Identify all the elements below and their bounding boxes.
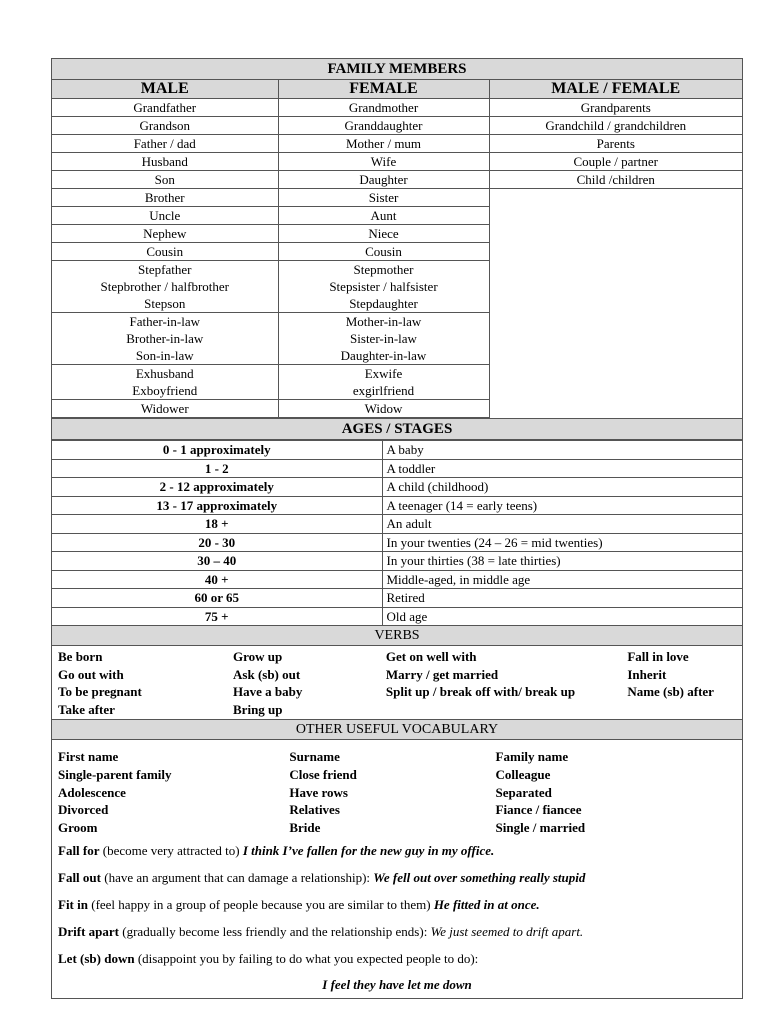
empty-cell xyxy=(489,225,742,243)
vocab-item: Colleague xyxy=(495,766,551,782)
verb-item: Bring up xyxy=(233,701,283,717)
male-term: Brother-in-law xyxy=(126,331,204,346)
vocabulary-section xyxy=(52,740,742,837)
vocab-item: Bride xyxy=(289,820,321,836)
verb-item: Marry / get married xyxy=(385,666,499,682)
family-members-table xyxy=(52,80,742,418)
male-cell xyxy=(52,243,278,261)
vocab-item: Adolescence xyxy=(58,784,126,800)
phrasal-verbs-section xyxy=(52,837,742,998)
vocab-item: Groom xyxy=(58,820,98,836)
family-header-row xyxy=(52,80,742,99)
family-row xyxy=(52,171,742,189)
family-row xyxy=(52,261,742,313)
family-members-title: FAMILY MEMBERS xyxy=(52,59,742,80)
female-cell xyxy=(278,99,489,117)
verb-item: Get on well with xyxy=(385,649,477,664)
age-range: 60 or 65 xyxy=(52,589,382,608)
female-term: Grandmother xyxy=(348,100,419,115)
family-row xyxy=(52,135,742,153)
age-range: 30 – 40 xyxy=(52,552,382,571)
life-stage: Retired xyxy=(382,589,742,608)
male-female-header: MALE / FEMALE xyxy=(489,80,742,99)
verbs-table xyxy=(56,648,738,718)
verb-item xyxy=(625,701,738,719)
phrasal-verb: Fit in xyxy=(58,896,88,912)
phrasal-example: We fell out over something really stupid xyxy=(373,869,586,885)
phrasal-definition: (gradually become less friendly and the relationship ends): xyxy=(119,923,431,939)
verb-item: Take after xyxy=(58,701,115,717)
age-row xyxy=(52,459,742,478)
vocab-item: Relatives xyxy=(289,802,340,818)
female-term: Mother / mum xyxy=(345,136,422,151)
family-row xyxy=(52,313,742,365)
phrasal-verb-entry xyxy=(58,891,736,918)
male-cell xyxy=(52,261,278,313)
phrasal-example: I feel they have let me down xyxy=(322,976,472,992)
empty-cell xyxy=(489,207,742,225)
male-cell xyxy=(52,365,278,400)
verbs-section xyxy=(52,646,742,718)
age-row xyxy=(52,441,742,460)
female-term: Mother-in-law xyxy=(345,314,422,329)
female-term: Stepsister / halfsister xyxy=(329,279,438,294)
male-cell xyxy=(52,189,278,207)
female-header: FEMALE xyxy=(278,80,489,99)
family-row xyxy=(52,225,742,243)
family-row xyxy=(52,243,742,261)
vocab-item: Close friend xyxy=(289,766,357,782)
female-term: Widow xyxy=(364,401,403,416)
age-range: 13 - 17 approximately xyxy=(52,496,382,515)
family-row xyxy=(52,365,742,400)
life-stage: A child (childhood) xyxy=(382,478,742,497)
family-row xyxy=(52,117,742,135)
ages-stages-table xyxy=(52,440,742,625)
verb-item: To be pregnant xyxy=(58,684,142,699)
phrasal-verb: Fall out xyxy=(58,869,101,885)
male-female-term: Couple / partner xyxy=(489,153,742,171)
verb-item: Fall in love xyxy=(627,649,689,664)
vocab-row xyxy=(56,801,738,819)
male-cell xyxy=(52,99,278,117)
vocab-item: Family name xyxy=(495,749,569,764)
phrasal-definition: (have an argument that can damage a relationship): xyxy=(100,869,374,885)
age-row xyxy=(52,496,742,515)
male-cell xyxy=(52,135,278,153)
female-term: Sister xyxy=(368,190,399,205)
female-cell xyxy=(278,189,489,207)
male-cell xyxy=(52,400,278,418)
empty-cell xyxy=(489,400,742,418)
verb-item: Be born xyxy=(58,649,103,664)
male-cell xyxy=(52,153,278,171)
vocab-item: Single-parent family xyxy=(58,766,172,782)
verbs-row xyxy=(56,683,738,701)
male-term: Son-in-law xyxy=(135,348,194,363)
female-term: Cousin xyxy=(365,244,402,259)
phrasal-example: He fitted in at once. xyxy=(433,896,540,912)
age-range: 0 - 1 approximately xyxy=(52,441,382,460)
female-term: Wife xyxy=(370,154,397,169)
life-stage: Middle-aged, in middle age xyxy=(382,570,742,589)
phrasal-verb-entry xyxy=(58,864,736,891)
female-cell xyxy=(278,153,489,171)
phrasal-definition: (feel happy in a group of people because you are similar to them) xyxy=(87,896,434,912)
vocab-row xyxy=(56,784,738,802)
phrasal-example: We just seemed to drift apart. xyxy=(430,923,584,939)
family-row xyxy=(52,207,742,225)
female-cell xyxy=(278,207,489,225)
verb-item xyxy=(384,701,625,719)
vocab-row xyxy=(56,766,738,784)
female-term: Stepmother xyxy=(353,262,414,277)
female-term: exgirlfriend xyxy=(352,383,415,398)
male-cell xyxy=(52,313,278,365)
vocab-row xyxy=(56,748,738,766)
male-term: Cousin xyxy=(146,244,184,259)
female-cell xyxy=(278,135,489,153)
female-term: Exwife xyxy=(364,366,403,381)
female-cell xyxy=(278,400,489,418)
male-cell xyxy=(52,207,278,225)
female-term: Aunt xyxy=(370,208,397,223)
female-cell xyxy=(278,171,489,189)
male-cell xyxy=(52,225,278,243)
female-term: Daughter xyxy=(359,172,408,187)
family-row xyxy=(52,153,742,171)
age-row xyxy=(52,607,742,625)
phrasal-verb: Let (sb) down xyxy=(58,950,135,966)
female-cell xyxy=(278,313,489,365)
male-female-term: Grandparents xyxy=(489,99,742,117)
male-cell xyxy=(52,171,278,189)
vocab-item: First name xyxy=(58,749,119,764)
female-cell xyxy=(278,243,489,261)
vocab-row xyxy=(56,819,738,837)
male-term: Exboyfriend xyxy=(132,383,198,398)
male-term: Father-in-law xyxy=(129,314,200,329)
vocabulary-title: OTHER USEFUL VOCABULARY xyxy=(52,719,742,740)
male-term: Grandson xyxy=(139,118,191,133)
female-cell xyxy=(278,261,489,313)
empty-cell xyxy=(489,313,742,365)
female-term: Daughter-in-law xyxy=(340,348,427,363)
age-row xyxy=(52,533,742,552)
empty-cell xyxy=(489,365,742,400)
verb-item: Have a baby xyxy=(233,684,303,699)
phrasal-verb-entry xyxy=(58,918,736,945)
vocab-item: Fiance / fiancee xyxy=(495,802,582,818)
male-term: Uncle xyxy=(149,208,181,223)
life-stage: A toddler xyxy=(382,459,742,478)
male-female-term: Child /children xyxy=(489,171,742,189)
age-row xyxy=(52,589,742,608)
verb-item: Name (sb) after xyxy=(627,684,714,699)
age-range: 75 + xyxy=(52,607,382,625)
vocab-item: Surname xyxy=(289,749,340,764)
phrasal-verb: Drift apart xyxy=(58,923,120,939)
family-row xyxy=(52,400,742,418)
phrasal-definition: (disappoint you by failing to do what you expected people to do): xyxy=(134,950,479,966)
male-term: Brother xyxy=(144,190,185,205)
male-term: Husband xyxy=(141,154,188,169)
phrasal-verb-entry xyxy=(58,837,736,864)
female-term: Sister-in-law xyxy=(350,331,417,346)
ages-stages-title: AGES / STAGES xyxy=(52,418,742,440)
male-term: Nephew xyxy=(143,226,187,241)
empty-cell xyxy=(489,189,742,207)
age-range: 20 - 30 xyxy=(52,533,382,552)
male-term: Stepfather xyxy=(138,262,192,277)
male-term: Grandfather xyxy=(133,100,197,115)
empty-cell xyxy=(489,261,742,313)
family-row xyxy=(52,189,742,207)
phrasal-definition: (become very attracted to) xyxy=(99,842,243,858)
phrasal-example: I think I’ve fallen for the new guy in my office. xyxy=(242,842,495,858)
vocab-item: Have rows xyxy=(289,784,348,800)
age-range: 1 - 2 xyxy=(52,459,382,478)
phrasal-verb: Fall for xyxy=(58,842,100,858)
vocab-item: Single / married xyxy=(495,820,586,836)
male-term: Stepbrother / halfbrother xyxy=(100,279,229,294)
life-stage: A baby xyxy=(382,441,742,460)
vocab-item: Divorced xyxy=(58,802,109,818)
female-cell xyxy=(278,225,489,243)
male-female-term: Grandchild / grandchildren xyxy=(489,117,742,135)
vocab-item: Separated xyxy=(495,784,552,800)
vocabulary-table xyxy=(56,748,738,837)
age-range: 40 + xyxy=(52,570,382,589)
age-range: 18 + xyxy=(52,515,382,534)
life-stage: In your thirties (38 = late thirties) xyxy=(382,552,742,571)
male-term: Widower xyxy=(140,401,189,416)
male-female-term: Parents xyxy=(489,135,742,153)
verb-item: Split up / break off with/ break up xyxy=(385,684,576,699)
empty-cell xyxy=(489,243,742,261)
male-term: Stepson xyxy=(144,296,186,311)
age-range: 2 - 12 approximately xyxy=(52,478,382,497)
age-row xyxy=(52,552,742,571)
verb-item: Ask (sb) out xyxy=(233,666,301,682)
verbs-row xyxy=(56,648,738,666)
age-row xyxy=(52,570,742,589)
verb-item: Go out with xyxy=(58,666,124,682)
family-row xyxy=(52,99,742,117)
female-cell xyxy=(278,365,489,400)
female-term: Stepdaughter xyxy=(349,296,418,311)
vocabulary-sheet xyxy=(51,58,743,999)
life-stage: An adult xyxy=(382,515,742,534)
male-header: MALE xyxy=(52,80,278,99)
female-cell xyxy=(278,117,489,135)
female-term: Niece xyxy=(368,226,399,241)
verbs-title: VERBS xyxy=(52,625,742,646)
male-term: Father / dad xyxy=(133,136,196,151)
age-row xyxy=(52,515,742,534)
verb-item: Grow up xyxy=(233,649,283,664)
verbs-row xyxy=(56,666,738,684)
life-stage: Old age xyxy=(382,607,742,625)
age-row xyxy=(52,478,742,497)
female-term: Granddaughter xyxy=(344,118,423,133)
verbs-row xyxy=(56,701,738,719)
verb-item: Inherit xyxy=(627,666,667,682)
life-stage: In your twenties (24 – 26 = mid twenties) xyxy=(382,533,742,552)
male-term: Son xyxy=(154,172,175,187)
male-term: Exhusband xyxy=(135,366,194,381)
male-cell xyxy=(52,117,278,135)
phrasal-example-line xyxy=(58,972,736,998)
phrasal-verb-entry xyxy=(58,945,736,972)
life-stage: A teenager (14 = early teens) xyxy=(382,496,742,515)
